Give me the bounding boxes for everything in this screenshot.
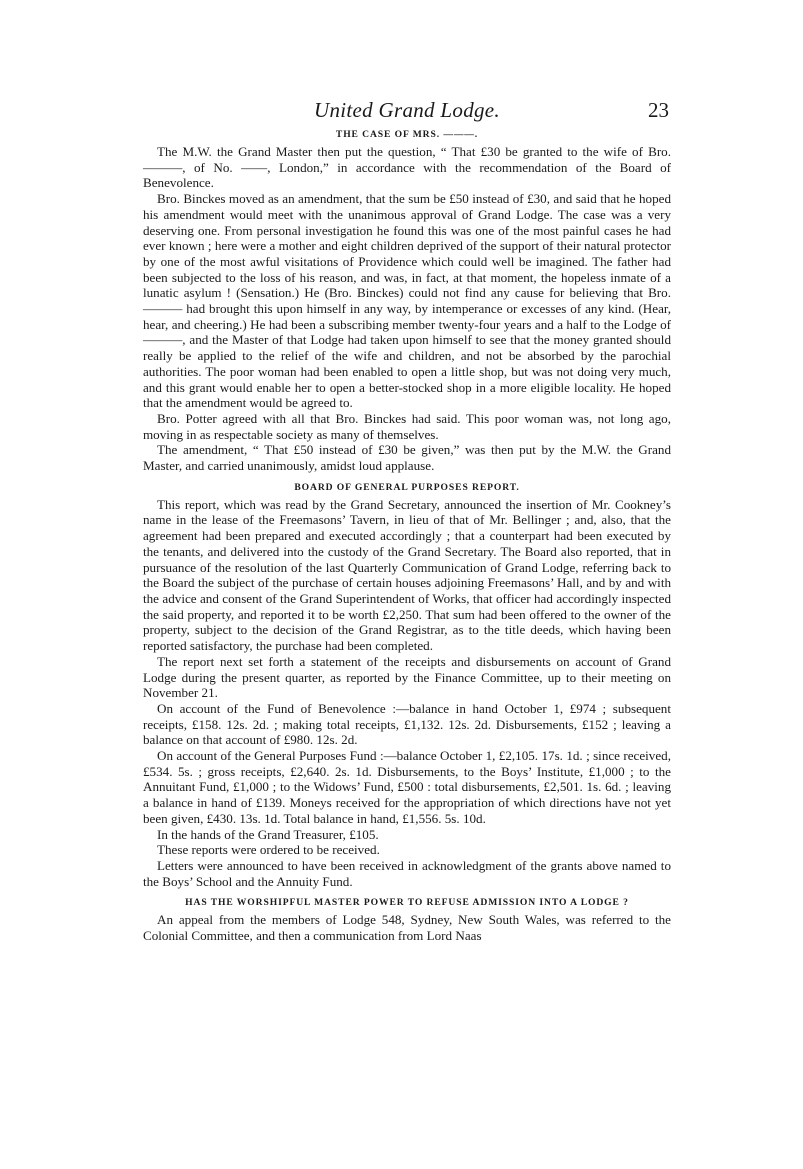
paragraph: These reports were ordered to be received.	[157, 842, 380, 858]
paragraph: The M.W. the Grand Master then put the question, “ That £30 be granted to the wife of Bro. ———, of No. ——, London,” in accordance with the recommendation of the Board of Benevolence.	[143, 144, 671, 191]
paragraph: On account of the Fund of Benevolence :—balance in hand October 1, £974 ; subsequent receipts, £158. 12s. 2d. ; making total receipts, £1,132. 12s. 2d. Disbursements, £152 ; leaving a balance on that account of £980. 12s. 2d.	[143, 700, 671, 748]
section-board-report	[143, 480, 671, 890]
section-worshipful-master-power	[143, 895, 671, 943]
section-heading: HAS THE WORSHIPFUL MASTER POWER TO REFUSE ADMISSION INTO A LODGE ?	[185, 897, 629, 909]
paragraph: Letters were announced to have been received in acknowledgment of the grants above named to the Boys’ School and the Annuity Fund.	[143, 857, 671, 889]
section-heading: BOARD OF GENERAL PURPOSES REPORT.	[294, 481, 520, 493]
paragraph: The amendment, “ That £50 instead of £30 be given,” was then put by the M.W. the Grand Master, and carried unanimously, amidst loud applause.	[143, 442, 671, 474]
running-title: United Grand Lodge.	[314, 98, 500, 122]
document-page	[143, 92, 671, 944]
section-heading: THE CASE OF MRS. ———.	[335, 129, 479, 140]
running-header	[143, 92, 671, 126]
page-number: 23	[648, 98, 669, 122]
paragraph: Bro. Binckes moved as an amendment, that the sum be £50 instead of £30, and said that he hoped his amendment would meet with the unanimous approval of Grand Lodge. The case was a very deserving one. From personal investigation he found this was one of the most painful cases he had ever known ; here were a mother and eight children deprived of the support of their natural protector by one of the most awful visitations of Providence which could well be imagined. The father had been subjected to the loss of his reason, and was, in fact, at that moment, the hopeless inmate of a lunatic asylum ! (Sensation.) He (Bro. Binckes) could not find any cause for believing that Bro. ——— had brought this upon himself in any way, by intemperance or excesses of any kind. (Hear, hear, and cheering.) He had been a subscribing member twenty-four years and a half to the Lodge of ———, and the Master of that Lodge had taken upon himself to see that the money granted should really be applied to the relief of the wife and children, and not be absorbed by the parochial authorities. The poor woman had been enabled to open a little shop, but was not doing very much, and this grant would enable her to open a better-stocked shop in a more eligible locality. He hoped that the amendment would be agreed to.	[143, 191, 671, 411]
paragraph: On account of the General Purposes Fund :—balance October 1, £2,105. 17s. 1d. ; since received, £534. 5s. ; gross receipts, £2,640. 2s. 1d. Disbursements, to the Boys’ Institute, £1,000 ; to the Annuitant Fund, £1,000 ; to the Widows’ Fund, £500 : total disbursements, £2,501. 1s. 6d. ; leaving a balance in hand of £139. Moneys received for the appropriation of which directions have not yet been given, £430. 13s. 1d. Total balance in hand, £1,556. 5s. 10d.	[143, 748, 671, 826]
paragraph: An appeal from the members of Lodge 548, Sydney, New South Wales, was referred to the Colonial Committee, and then a communication from Lord Naas	[143, 912, 671, 944]
paragraph: Bro. Potter agreed with all that Bro. Binckes had said. This poor woman was, not long ago, moving in as respectable society as many of themselves.	[143, 410, 671, 442]
paragraph: This report, which was read by the Grand Secretary, announced the insertion of Mr. Cookney’s name in the lease of the Freemasons’ Tavern, in lieu of that of Mr. Bellinger ; and, also, that the agreement had been prepared and executed accordingly ; that a counterpart had been executed by the tenants, and delivered into the custody of the Grand Secretary. The Board also reported, that in pursuance of the resolution of the last Quarterly Communication of Grand Lodge, referring back to the Board the subject of the purchase of certain houses adjoining Freemasons’ Hall, and by and with the advice and consent of the Grand Superintendent of Works, that officer had accordingly inspected the said property, and reported it to be worth £2,250. That sum had been offered to the owner of the property, subject to the decision of the Grand Registrar, as to the title deeds, which having been reported satisfactory, the purchase had been completed.	[143, 496, 671, 654]
section-case-of-mrs	[143, 127, 671, 474]
paragraph: The report next set forth a statement of the receipts and disbursements on account of Grand Lodge during the present quarter, as reported by the Finance Committee, up to their meeting on November 21.	[143, 653, 671, 701]
paragraph: In the hands of the Grand Treasurer, £105.	[157, 826, 379, 842]
